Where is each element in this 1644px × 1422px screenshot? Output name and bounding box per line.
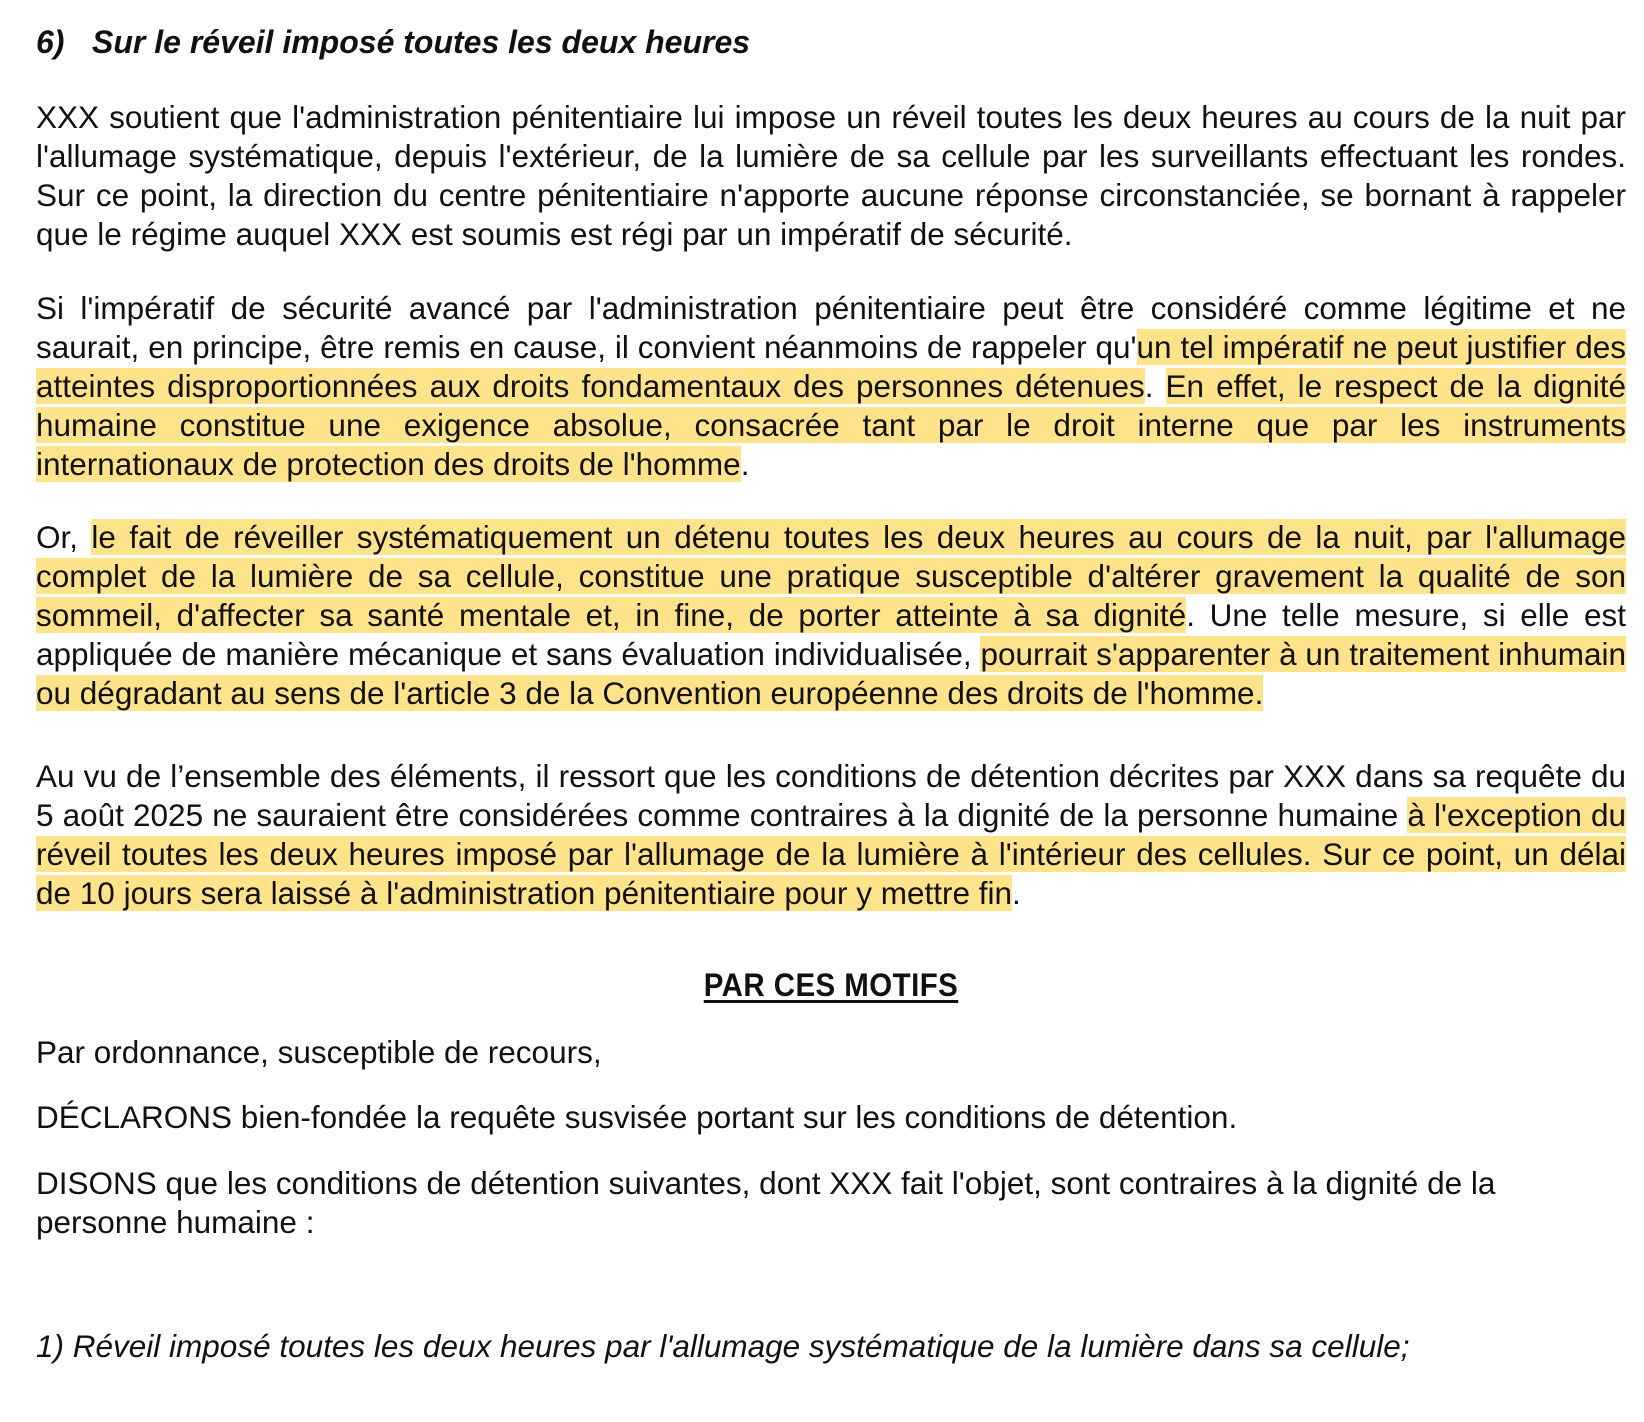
document-page	[36, 20, 1626, 1366]
section-title: Sur le réveil imposé toutes les deux heures	[92, 24, 751, 60]
paragraph-3-text-1: Or,	[36, 519, 92, 555]
paragraph-1: XXX soutient que l'administration pénitentiaire lui impose un réveil toutes les deux heures au cours de la nuit par l'allumage systématique, depuis l'extérieur, de la lumière de sa cellule par les surveillants effectuant les rondes. Sur ce point, la direction du centre pénitentiaire n'apporte aucune réponse circonstanciée, se bornant à rappeler que le régime auquel XXX est soumis est régi par un impératif de sécurité.	[36, 99, 1626, 252]
paragraph-2-text-3: .	[740, 446, 750, 482]
paragraph-4-text-1: Au vu de l’ensemble des éléments, il ressort que les conditions de détention décrites par XXX dans sa requête du 5 août 2025 ne sauraient être considérées comme contraires à la dignité de la personne humaine	[36, 758, 1626, 833]
dispositif-ordonnance: Par ordonnance, susceptible de recours,	[36, 1034, 602, 1070]
paragraph-3	[36, 518, 1626, 713]
paragraph-3-text-2: . Une telle mesure, si elle est appliquée de manière mécanique et sans évaluation individualisée,	[36, 597, 1626, 672]
paragraph-2-highlight-2: En effet, le respect de la dignité humaine constitue une exigence absolue, consacrée tant par le droit interne que par les instruments internationaux de protection des droits de l'homme	[36, 368, 1626, 482]
paragraph-4-text-2: .	[1012, 875, 1021, 911]
paragraph-3-highlight-1: le fait de réveiller systématiquement un détenu toutes les deux heures au cours de la nuit, par l'allumage complet de la lumière de sa cellule, constitue une pratique susceptible d'altérer gravement la qualité de son sommeil, d'affecter sa santé mentale et, in fine, de porter atteinte à sa dignité	[36, 519, 1626, 633]
paragraph-4-highlight-1: à l'exception du réveil toutes les deux heures imposé par l'allumage de la lumière à l'intérieur des cellules. Sur ce point, un délai de 10 jours sera laissé à l'administration pénitentiaire pour y mettre fin	[36, 797, 1626, 911]
paragraph-2	[36, 289, 1626, 484]
paragraph-2-text-2: .	[1144, 368, 1166, 404]
dispositif-disons: DISONS que les conditions de détention suivantes, dont XXX fait l'objet, sont contraires à la dignité de la personne humaine :	[36, 1165, 1496, 1240]
paragraph-2-text-1: Si l'impératif de sécurité avancé par l'administration pénitentiaire peut être considéré comme légitime et ne saurait, en principe, être remis en cause, il convient néanmoins de rappeler qu'	[36, 290, 1626, 365]
paragraph-2-highlight-1: un tel impératif ne peut justifier des atteintes disproportionnées aux droits fondamentaux des personnes détenues	[36, 329, 1626, 404]
section-heading	[36, 20, 1626, 64]
section-number: 6)	[36, 24, 65, 60]
dispositif-item-1: 1) Réveil imposé toutes les deux heures par l'allumage systématique de la lumière dans sa cellule;	[36, 1328, 1410, 1364]
paragraph-4	[36, 757, 1626, 913]
paragraph-3-highlight-2: pourrait s'apparenter à un traitement inhumain ou dégradant au sens de l'article 3 de la Convention européenne des droits de l'homme.	[36, 636, 1626, 711]
motifs-heading: PAR CES MOTIFS	[703, 967, 959, 1003]
dispositif-declarons: DÉCLARONS bien-fondée la requête susvisée portant sur les conditions de détention.	[36, 1099, 1238, 1135]
